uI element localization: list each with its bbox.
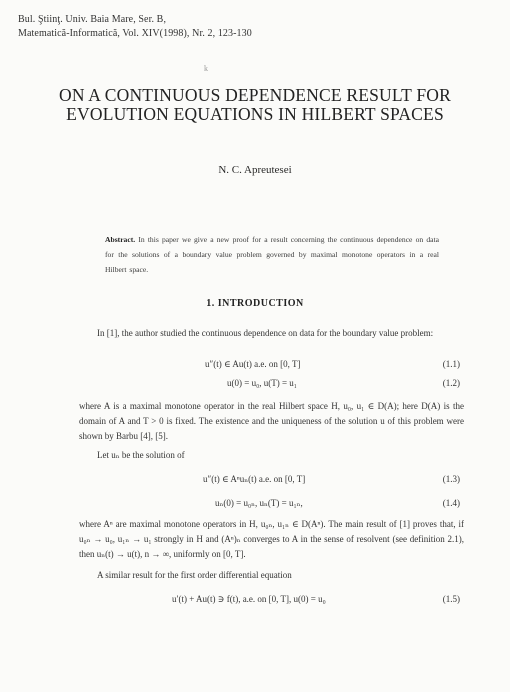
paragraph-1: In [1], the author studied the continuous dependence on data for the boundary value problem: — [97, 328, 434, 338]
equation-number-1-3: (1.3) — [442, 474, 460, 484]
abstract-text: In this paper we give a new proof for a result concerning the continuous dependence on data for the solutions of a boundary value problem governed by maximal monotone operators in a real Hilbert space. — [105, 235, 439, 274]
author-name: N. C. Apreutesei — [218, 164, 292, 176]
abstract-label: Abstract. — [105, 235, 136, 244]
paragraph-5: A similar result for the first order differential equation — [97, 570, 292, 580]
equation-number-1-2: (1.2) — [442, 378, 460, 388]
paragraph-4: where Aⁿ are maximal monotone operators in H, u₀ₙ, u₁ₙ ∈ D(Aⁿ). The main result of [1] proves that, if u₀ₙ → u₀, u₁ₙ → u₁ strongly in H and (Aⁿ)ₙ converges to A in the sense of resolvent (see definition 2.1), then uₙ(t) → u(t), n → ∞, uniformly on [0, T]. — [79, 519, 464, 559]
equation-number-1-5: (1.5) — [442, 594, 460, 604]
equation-number-1-1: (1.1) — [442, 359, 460, 369]
equation-1-4: uₙ(0) = u₀ₙ, uₙ(T) = u₁ₙ, — [215, 498, 303, 508]
equation-1-3: u″(t) ∈ Aⁿuₙ(t) a.e. on [0, T] — [203, 474, 306, 484]
journal-header-line1: Bul. Ştiinţ. Univ. Baia Mare, Ser. B, — [18, 14, 167, 25]
equation-1-5: u′(t) + Au(t) ∋ f(t), a.e. on [0, T], u(0) = u₀ — [172, 594, 326, 604]
equation-1-1: u″(t) ∈ Au(t) a.e. on [0, T] — [205, 359, 301, 369]
paper-title: ON A CONTINUOUS DEPENDENCE RESULT FOR EVOLUTION EQUATIONS IN HILBERT SPACES — [59, 85, 451, 124]
equation-1-2: u(0) = u₀, u(T) = u₁ — [227, 378, 297, 388]
journal-header-line2: Matematică-Informatică, Vol. XIV(1998), Nr. 2, 123-130 — [18, 28, 252, 39]
paragraph-3: Let uₙ be the solution of — [97, 450, 185, 460]
paragraph-2: where A is a maximal monotone operator in the real Hilbert space H, u₀, u₁ ∈ D(A); here D(A) is the domain of A and T > 0 is fixed. The existence and the uniqueness of the solution u of this problem were shown by Barbu [4], [5]. — [79, 401, 464, 441]
section-heading: 1. INTRODUCTION — [206, 298, 304, 309]
abstract — [105, 232, 439, 277]
stray-mark: k — [204, 64, 208, 73]
equation-number-1-4: (1.4) — [442, 498, 460, 508]
